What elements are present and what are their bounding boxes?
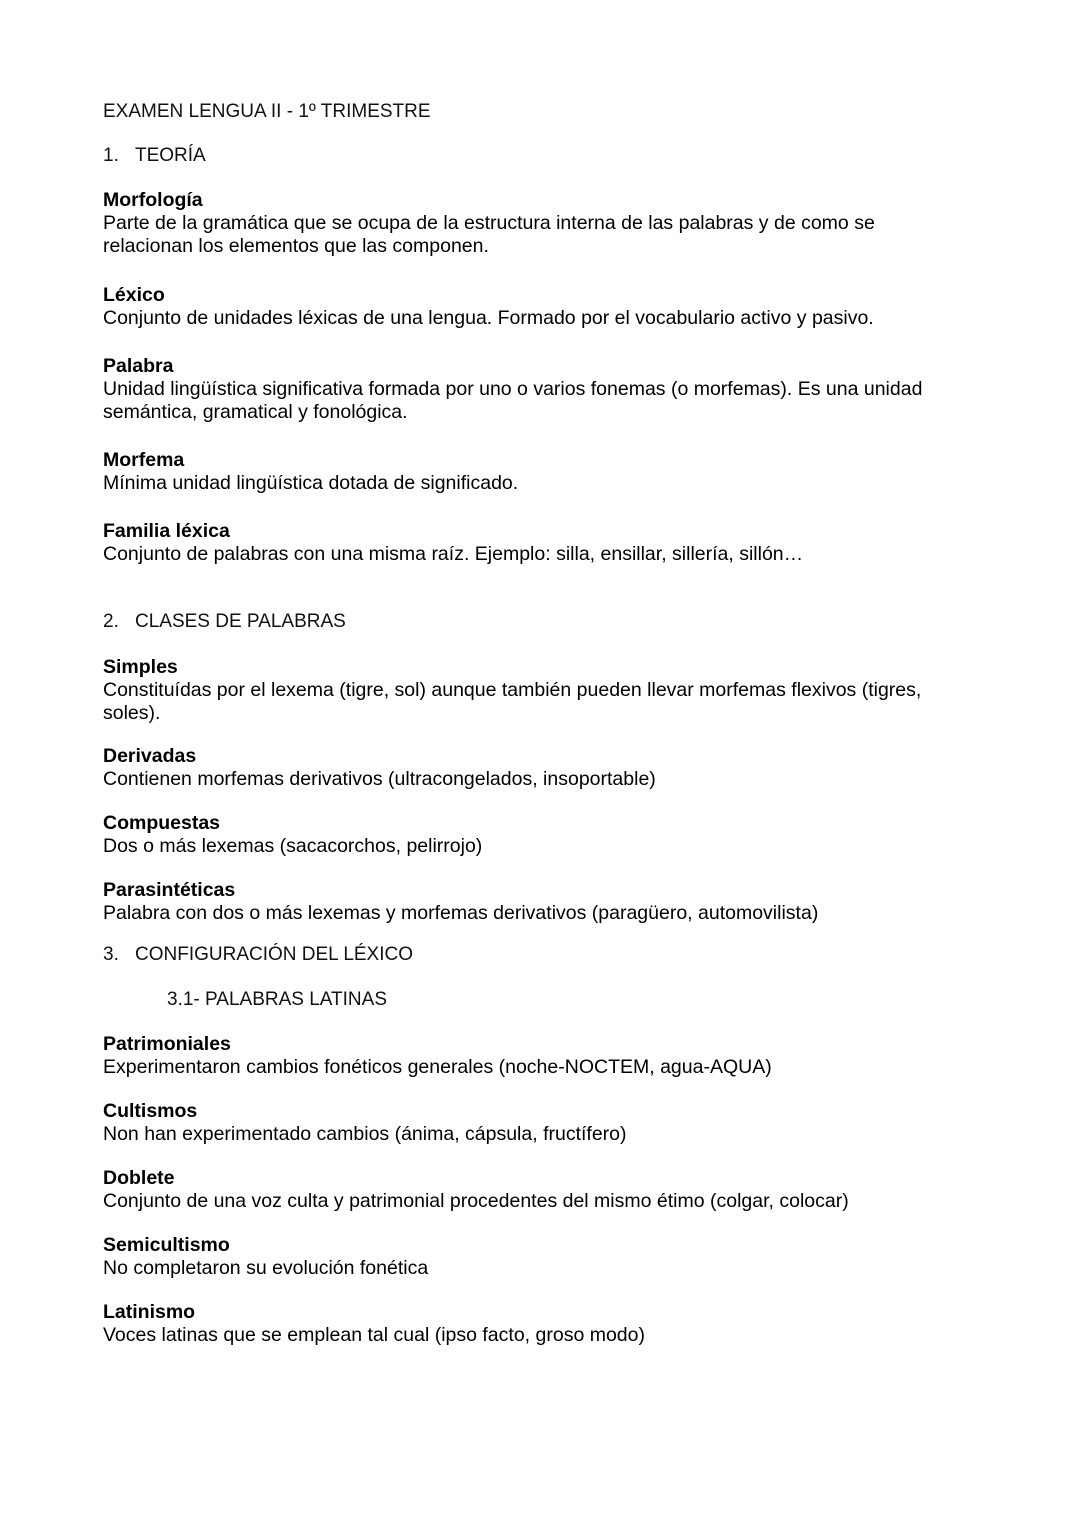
term-familia-lexica — [103, 520, 963, 566]
term-title: Semicultismo — [103, 1234, 230, 1256]
term-parasinteticas — [103, 879, 963, 925]
term-title: Parasintéticas — [103, 879, 236, 901]
term-definition: Palabra con dos o más lexemas y morfemas derivativos (paragüero, automovilista) — [103, 902, 819, 924]
term-morfologia — [103, 189, 963, 258]
term-definition: Conjunto de unidades léxicas de una lengua. Formado por el vocabulario activo y pasivo. — [103, 307, 874, 329]
section-heading-configuracion-del-lexico — [103, 943, 413, 967]
subsection-heading-palabras-latinas: 3.1- PALABRAS LATINAS — [167, 989, 387, 1010]
term-title: Patrimoniales — [103, 1033, 231, 1055]
term-title: Morfología — [103, 189, 203, 211]
section-heading-teoria — [103, 144, 206, 168]
term-palabra — [103, 355, 963, 424]
term-title: Simples — [103, 656, 178, 678]
term-title: Doblete — [103, 1167, 175, 1189]
term-definition: Experimentaron cambios fonéticos generales (noche-NOCTEM, agua-AQUA) — [103, 1056, 772, 1078]
term-definition: Conjunto de palabras con una misma raíz. Ejemplo: silla, ensillar, sillería, sillón… — [103, 543, 804, 565]
term-derivadas — [103, 745, 963, 791]
term-definition: Conjunto de una voz culta y patrimonial procedentes del mismo étimo (colgar, colocar) — [103, 1190, 849, 1212]
term-compuestas — [103, 812, 963, 858]
term-title: Familia léxica — [103, 520, 230, 542]
term-lexico — [103, 284, 963, 330]
term-title: Morfema — [103, 449, 185, 471]
term-definition: Dos o más lexemas (sacacorchos, pelirrojo) — [103, 835, 483, 857]
section-number: 1. — [103, 145, 119, 166]
term-definition: Unidad lingüística significativa formada por uno o varios fonemas (o morfemas). Es una unidad semántica, gramatical y fonológica. — [103, 378, 923, 423]
section-title: TEORÍA — [135, 145, 206, 166]
term-title: Compuestas — [103, 812, 221, 834]
section-number: 2. — [103, 611, 119, 632]
term-simples — [103, 656, 963, 725]
term-title: Derivadas — [103, 745, 197, 767]
term-definition: Parte de la gramática que se ocupa de la estructura interna de las palabras y de como se relacionan los elementos que las componen. — [103, 212, 875, 257]
term-latinismo — [103, 1301, 963, 1347]
section-title: CLASES DE PALABRAS — [135, 611, 346, 632]
term-definition: Constituídas por el lexema (tigre, sol) aunque también pueden llevar morfemas flexivos (tigres, soles). — [103, 679, 922, 724]
term-definition: No completaron su evolución fonética — [103, 1257, 429, 1279]
section-heading-clases-de-palabras — [103, 610, 346, 634]
term-cultismos — [103, 1100, 963, 1146]
section-title: CONFIGURACIÓN DEL LÉXICO — [135, 944, 414, 965]
document-title: EXAMEN LENGUA II - 1º TRIMESTRE — [103, 101, 431, 122]
term-definition: Contienen morfemas derivativos (ultracongelados, insoportable) — [103, 768, 656, 790]
section-number: 3. — [103, 944, 119, 965]
term-title: Léxico — [103, 284, 165, 306]
term-doblete — [103, 1167, 963, 1213]
term-definition: Mínima unidad lingüística dotada de significado. — [103, 472, 519, 494]
term-definition: Voces latinas que se emplean tal cual (ipso facto, groso modo) — [103, 1324, 645, 1346]
term-title: Latinismo — [103, 1301, 196, 1323]
term-semicultismo — [103, 1234, 963, 1280]
term-definition: Non han experimentado cambios (ánima, cápsula, fructífero) — [103, 1123, 627, 1145]
term-title: Cultismos — [103, 1100, 198, 1122]
term-morfema — [103, 449, 963, 495]
term-title: Palabra — [103, 355, 174, 377]
term-patrimoniales — [103, 1033, 963, 1079]
